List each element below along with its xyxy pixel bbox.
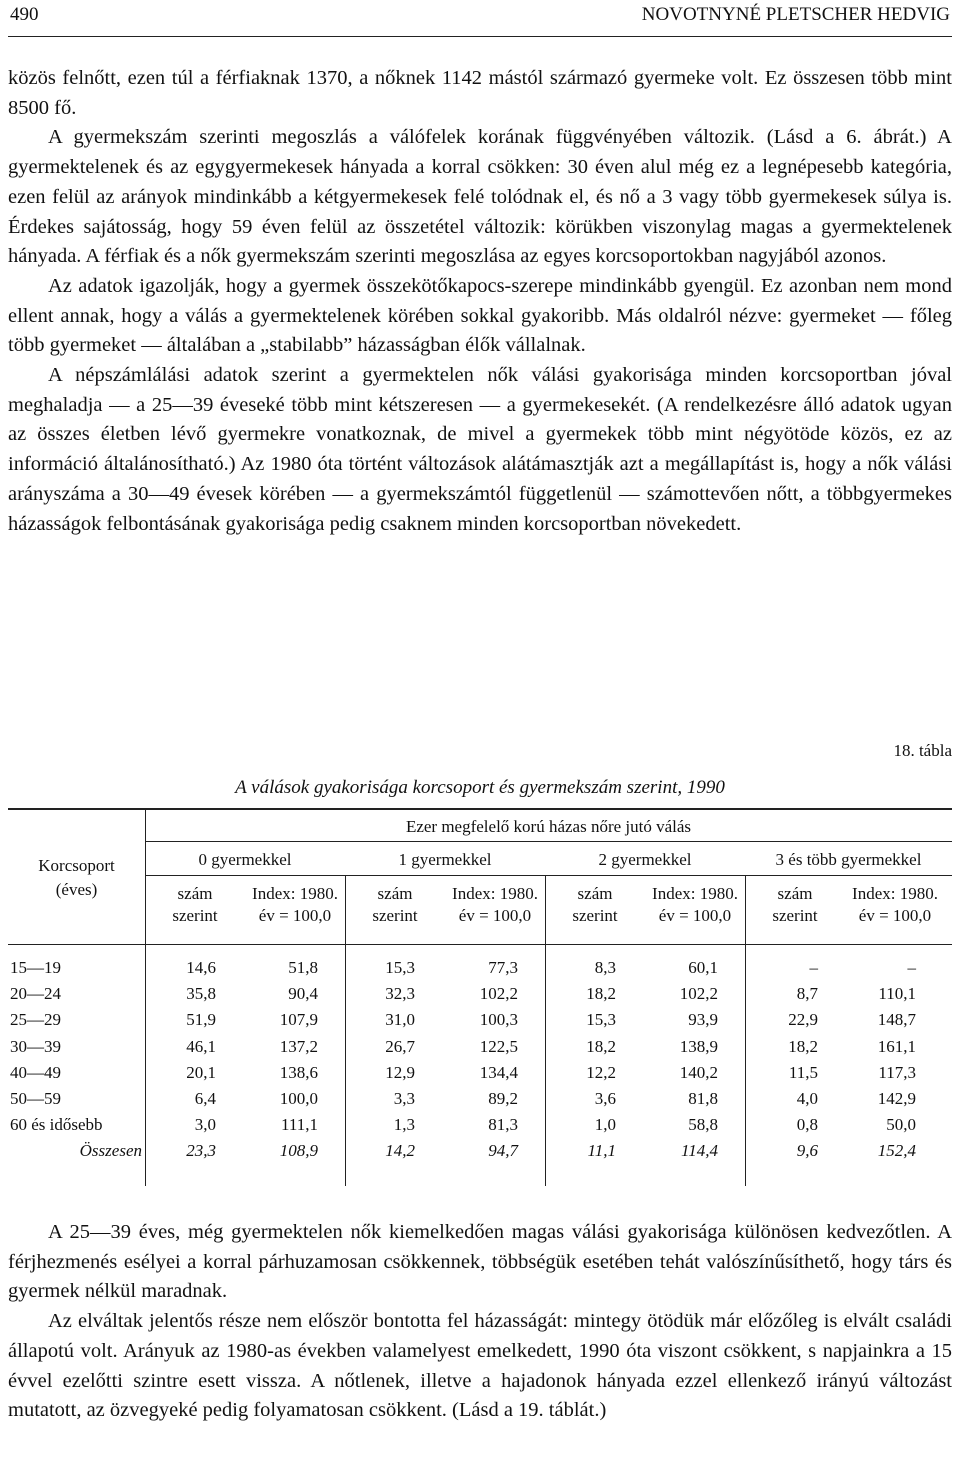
paragraph: A népszámlálási adatok szerint a gyermektelen nők válási gyakorisága minden korcsoportban jóval meghaladja — a 25—39 éveseké több mint kétszeresen — a gyermekesekét. (A rendelkezésre álló adatok ugyan az összes életben lévő gyermekre vonatkoznak, de mivel a gyermekek több mint négyötöde közös, ez az információ általánosítható.) Az 1980 óta történt változások alátámasztják azt a megállapítást is, hogy a nők válási arányszáma a 30—49 évesek körében — a gyermekszámtól függetlenül — számottevően nőtt, a többgyermekes házasságok felbontásának gyakorisága pedig csaknem minden korcsoportban növekedett. <box>8 364 952 535</box>
table-cell: 3,3 <box>393 1089 415 1108</box>
row-label: 60 és idősebb <box>10 1115 103 1135</box>
page-header <box>8 0 952 37</box>
table-cell: 102,2 <box>479 984 518 1004</box>
table-cell: 107,9 <box>279 1010 318 1030</box>
table-cell: 137,2 <box>279 1036 318 1056</box>
table-cell: 22,9 <box>788 1010 818 1030</box>
table-caption: A válások gyakorisága korcsoport és gyermekszám szerint, 1990 <box>235 777 725 798</box>
row-label: 15—19 <box>10 958 61 977</box>
table-number: 18. tábla <box>893 741 952 760</box>
table-cell: 18,2 <box>586 1036 616 1056</box>
table-cell: 32,3 <box>385 984 415 1004</box>
row-label: 50—59 <box>10 1089 61 1108</box>
total-cell: 14,2 <box>385 1141 415 1161</box>
table-cell: – <box>907 958 916 977</box>
table-cell: 46,1 <box>186 1036 216 1056</box>
total-cell: 152,4 <box>877 1141 916 1161</box>
table-cell: 58,8 <box>688 1115 718 1135</box>
paragraph: közös felnőtt, ezen túl a férfiaknak 1370, a nőknek 1142 mástól származó gyermeke volt. Ez összesen több mint 8500 fő. <box>8 67 952 119</box>
table-cell: 15,3 <box>385 958 415 977</box>
table-cell: 51,9 <box>186 1010 216 1030</box>
table-cell: 122,5 <box>479 1036 518 1056</box>
table-cell: 12,2 <box>586 1062 616 1082</box>
table-cell: 138,6 <box>279 1062 318 1082</box>
table-cell: 18,2 <box>788 1036 818 1056</box>
spanner-rule <box>145 841 952 842</box>
column-subheader: év = 100,0 <box>258 906 332 925</box>
column-subheader: szerint <box>172 906 218 925</box>
running-title: NOVOTNYNÉ PLETSCHER HEDVIG <box>641 4 950 25</box>
paragraph: A gyermekszám szerinti megoszlás a válófelek korának függvényében változik. (Lásd a 6. ábrát.) A gyermektelenek és az egygyermekesek hányada a korral csökken: 30 éven alul még ez a legnépesebb kategória, ezen felül az arányok mindinkább a kétgyermekesek felé tolódnak el, és nő a 3 vagy több gyermekesek súlya is. Érdekes sajátosság, hogy 59 éven felül az összetétel változik: körükben viszonylag magas a gyermektelenek hányada. A férfiak és a nők gyermekszám szerinti megoszlása az egyes korcsoportokban nagyjából azonos. <box>8 126 952 268</box>
column-subheader: szerint <box>572 906 618 925</box>
header-bottom-rule <box>8 944 952 945</box>
total-row-label: Összesen <box>79 1141 142 1161</box>
table-cell: 12,9 <box>385 1062 415 1082</box>
row-header-line1: Korcsoport <box>38 856 115 875</box>
column-subheader: szám <box>177 884 213 903</box>
table-cell: 11,5 <box>788 1062 818 1082</box>
column-subheader: év = 100,0 <box>858 906 932 925</box>
total-cell: 9,6 <box>796 1141 818 1161</box>
table-cell: 51,8 <box>288 958 318 977</box>
table-cell: 6,4 <box>194 1089 216 1108</box>
table-cell: 117,3 <box>878 1062 916 1082</box>
column-subheader: Index: 1980. <box>452 884 538 903</box>
table-cell: 18,2 <box>586 984 616 1004</box>
group-rule <box>145 875 952 876</box>
table-cell: 77,3 <box>488 958 518 977</box>
table-cell: 35,8 <box>186 984 216 1004</box>
table-cell: 15,3 <box>586 1010 616 1030</box>
table-cell: 142,9 <box>877 1089 916 1108</box>
table-cell: 3,0 <box>194 1115 216 1135</box>
group-header: 0 gyermekkel <box>198 850 292 869</box>
column-subheader: Index: 1980. <box>852 884 938 903</box>
column-subheader: szám <box>577 884 613 903</box>
table-cell: 89,2 <box>488 1089 518 1108</box>
table-cell: 8,7 <box>796 984 818 1004</box>
table-cell: 81,8 <box>688 1089 718 1108</box>
table-cell: 93,9 <box>688 1010 718 1030</box>
table-cell: 0,8 <box>796 1115 818 1135</box>
group-header: 3 és több gyermekkel <box>775 850 922 869</box>
row-label: 20—24 <box>10 984 61 1004</box>
table-cell: – <box>809 958 818 977</box>
table-cell: 31,0 <box>385 1010 415 1030</box>
table-cell: 134,4 <box>479 1062 518 1082</box>
body-text-bottom <box>8 1218 952 1426</box>
table-cell: 60,1 <box>688 958 718 977</box>
table-cell: 111,1 <box>281 1115 318 1135</box>
table-cell: 138,9 <box>679 1036 718 1056</box>
table-cell: 1,0 <box>594 1115 616 1135</box>
table-cell: 90,4 <box>288 984 318 1004</box>
group-header: 1 gyermekkel <box>398 850 492 869</box>
table-cell: 100,3 <box>479 1010 518 1030</box>
table-cell: 102,2 <box>679 984 718 1004</box>
data-table <box>8 808 952 1186</box>
table-cell: 100,0 <box>279 1089 318 1108</box>
column-subheader: év = 100,0 <box>658 906 732 925</box>
total-cell: 11,1 <box>587 1141 616 1161</box>
table-cell: 110,1 <box>878 984 916 1004</box>
paragraph: Az elváltak jelentős része nem először bontotta fel házasságát: mintegy ötödük már előzőleg is elvált családi állapotú volt. Arányuk az 1980-as években valamelyest emelkedett, 1990 óta viszont csökkent, s napjainkra a 15 évvel ezelőtti szintre esett vissza. A nőtlenek, illetve a hajadonok hányada ezzel ellenkező irányú változást mutatott, az özvegyeké pedig folyamatosan csökkent. (Lásd a 19. táblát.) <box>8 1310 952 1422</box>
table-cell: 1,3 <box>393 1115 415 1135</box>
body-text-top <box>8 64 952 539</box>
column-subheader: Index: 1980. <box>652 884 738 903</box>
table-cell: 50,0 <box>886 1115 916 1135</box>
total-cell: 23,3 <box>186 1141 216 1161</box>
column-subheader: szerint <box>372 906 418 925</box>
table-cell: 3,6 <box>594 1089 616 1108</box>
group-header: 2 gyermekkel <box>598 850 692 869</box>
table-cell: 140,2 <box>679 1062 718 1082</box>
row-label: 30—39 <box>10 1036 61 1056</box>
total-cell: 108,9 <box>279 1141 318 1161</box>
column-subheader: Index: 1980. <box>252 884 338 903</box>
table-cell: 161,1 <box>877 1036 916 1056</box>
column-subheader: szám <box>377 884 413 903</box>
page-number: 490 <box>10 4 39 25</box>
row-label: 40—49 <box>10 1062 61 1082</box>
row-label: 25—29 <box>10 1010 61 1030</box>
table-cell: 20,1 <box>186 1062 216 1082</box>
table-cell: 4,0 <box>796 1089 818 1108</box>
table-spanner: Ezer megfelelő korú házas nőre jutó válás <box>405 817 692 836</box>
table-top-rule <box>8 808 952 810</box>
row-header-line2: (éves) <box>55 880 98 899</box>
table-cell: 14,6 <box>186 958 216 977</box>
table-cell: 148,7 <box>877 1010 916 1030</box>
column-subheader: szám <box>777 884 813 903</box>
paragraph: Az adatok igazolják, hogy a gyermek összekötőkapocs-szerepe mindinkább gyengül. Ez azonban nem mond ellent annak, hogy a válás a gyermektelenek körében sokkal gyakoribb. Más oldalról nézve: gyermeket — főleg több gyermeket — általában a „stabilabb” házasságban élők vállalnak. <box>8 274 952 357</box>
paragraph: A 25—39 éves, még gyermektelen nők kiemelkedően magas válási gyakorisága különösen kedvezőtlen. A férjhezmenés esélyei a korral párhuzamosan csökkennek, többségük esetében tehát valószínűsíthető, hogy társ és gyermek nélkül maradnak. <box>8 1221 952 1303</box>
total-cell: 94,7 <box>488 1141 518 1161</box>
table-cell: 81,3 <box>488 1115 518 1135</box>
table-cell: 26,7 <box>385 1036 415 1056</box>
column-subheader: szerint <box>772 906 818 925</box>
table-cell: 8,3 <box>594 958 616 977</box>
total-cell: 114,4 <box>681 1141 718 1161</box>
column-subheader: év = 100,0 <box>458 906 532 925</box>
